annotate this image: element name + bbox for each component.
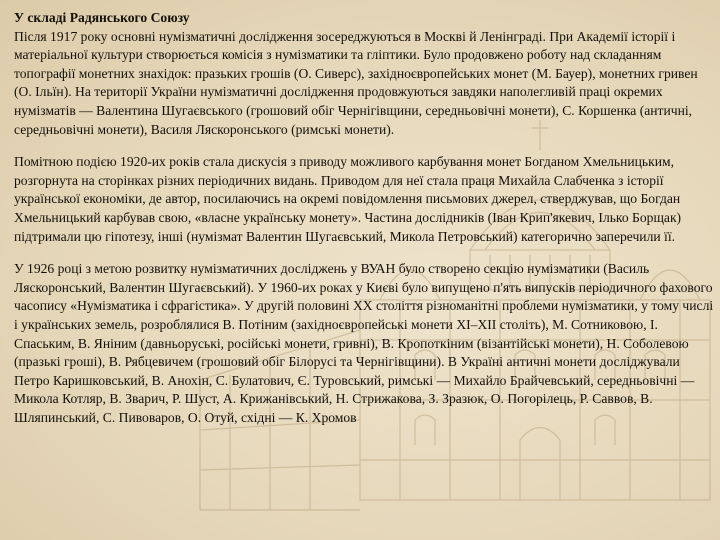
paragraph-3: У 1926 році з метою розвитку нумізматичних досліджень у ВУАН було створено секцію нумізматики (Василь Ляскоронський, Валентин Шугаєвський). У 1960-их роках у Києві було випущено п'ять випусків періодичного фахового часопису «Нумізматика і сфрагістика». У другій половині XX століття різноманітні проблеми нумізматики, у тому числі і українських земель, розроблялися В. Потіним (західноєвропейські монети XI–XII століть), М. Сотниковою, І. Спаським, В. Яніним (давньоруські, російські монети, гривні), В. Кропоткіним (візантійські монети), Н. Соболевою (празькі гроші), В. Рябцевичем (грошовий обіг Білорусі та Чернігівщини). В Україні античні монети досліджували Петро Каришковський, В. Анохін, С. Булатович, Є. Туровський, римські — Михайло Брайчевський, середньовічні — Микола Котляр, В. Зварич, Р. Шуст, А. Крижанівський, Н. Стрижакова, З. Зразюк, О. Погорілець, Р. Саввов, В. Шляпинський, С. Пивоваров, О. Отуй, східні — К. Хромов	[14, 261, 714, 425]
paragraph-1: Після 1917 року основні нумізматичні дослідження зосереджуються в Москві й Ленінграді. При Академії історії і матеріальної культури створюється комісія з нумізматики та гліптики. Було продовжено роботу над складанням топографії монетних знахідок: празьких грошів (О. Сиверс), західноєвропейських монет (М. Бауер), монетних гривен (О. Ільїн). На території України нумізматичні дослідження продовжуються завдяки наполегливій праці окремих нумізматів — Валентина Шугаєвського (грошовий обіг Чернігівщини, середньовічні монети), С. Коршенка (античні, середньовічні монети), Василя Ляскоронського (римські монети).	[14, 28, 698, 137]
paragraph-2: Помітною подією 1920-их років стала дискусія з приводу можливого карбування монет Богданом Хмельницьким, розгорнута на сторінках різних періодичних видань. Приводом для неї стала праця Михайла Слабченка з історії української економіки, де автор, посилаючись на окремі повідомлення письмових джерел, стверджував, що Богдан Хмельницький карбував свою, «власне українську монету». Частина дослідників (Іван Крип'якевич, Ілько Борщак) підтримали цю гіпотезу, інші (нумізмат Валентин Шугаєвський, Микола Петровський) категорично заперечили її.	[14, 154, 682, 244]
document-body	[14, 9, 714, 441]
document-title: У складі Радянського Союзу	[14, 10, 190, 25]
